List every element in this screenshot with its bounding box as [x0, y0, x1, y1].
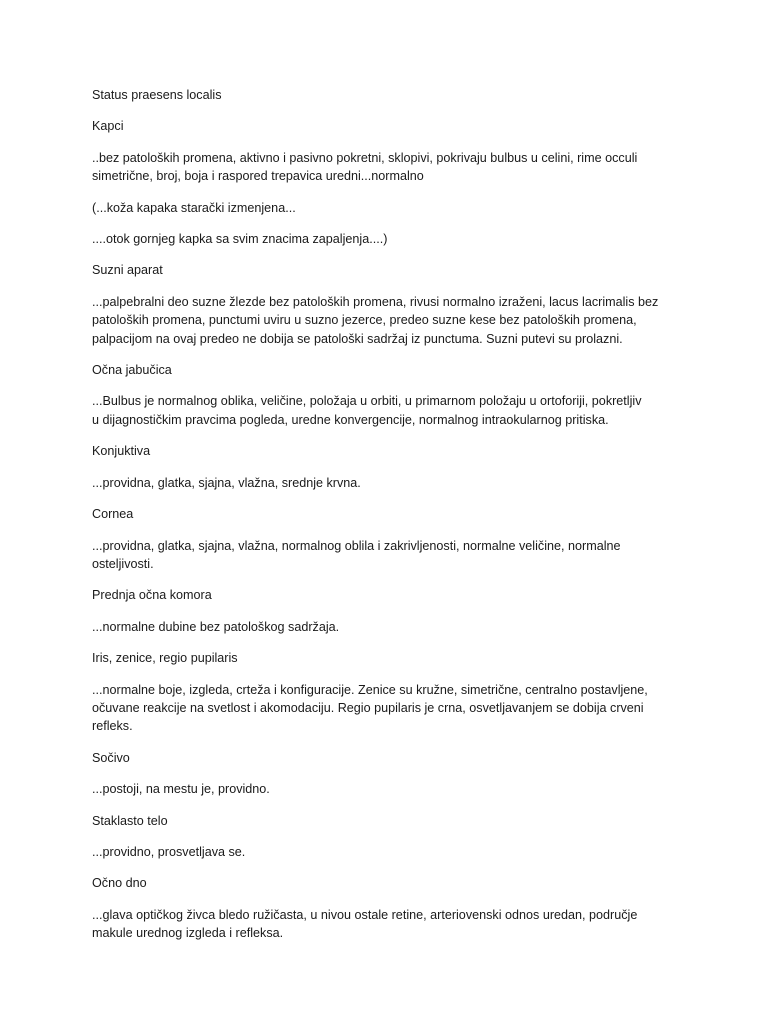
- paragraph: [92, 537, 682, 574]
- text-line: osteljivosti.: [92, 556, 154, 571]
- text-line: ...glava optičkog živca bledo ružičasta, u nivou ostale retine, arteriovenski odnos uredan, područje: [92, 907, 638, 922]
- text-line: očuvane reakcije na svetlost i akomodaciju. Regio pupilaris je crna, osvetljavanjem se dobija crveni: [92, 700, 644, 715]
- paragraph: [92, 843, 682, 861]
- text-line: makule urednog izgleda i refleksa.: [92, 926, 284, 941]
- section-heading-socivo: Sočivo: [92, 750, 130, 765]
- section-heading-prednja-ocna-komora: Prednja očna komora: [92, 588, 212, 603]
- text-line: ..bez patoloških promena, aktivno i pasivno pokretni, sklopivi, pokrivaju bulbus u celini, rime occuli: [92, 150, 638, 165]
- section-heading-cornea: Cornea: [92, 507, 134, 522]
- paragraph: [92, 474, 682, 492]
- text-line: ....otok gornjeg kapka sa svim znacima zapaljenja....): [92, 232, 388, 247]
- document-body: [92, 86, 682, 956]
- paragraph: [92, 780, 682, 798]
- section-heading-ocna-jabucica: Očna jabučica: [92, 363, 172, 378]
- text-line: ...Bulbus je normalnog oblika, veličine, položaja u orbiti, u primarnom položaju u ortoforiji, pokretljiv: [92, 394, 642, 409]
- text-line: ...providna, glatka, sjajna, vlažna, normalnog oblila i zakrivljenosti, normalne veličine, normalne: [92, 538, 621, 553]
- text-line: palpacijom na ovaj predeo ne dobija se patološki sadržaj iz punctuma. Suzni putevi su prolazni.: [92, 331, 623, 346]
- paragraph: [92, 230, 682, 248]
- section-heading-konjuktiva: Konjuktiva: [92, 444, 151, 459]
- text-line: ...palpebralni deo suzne žlezde bez patoloških promena, rivusi normalno izraženi, lacus lacrimalis bez: [92, 294, 659, 309]
- section-heading-staklasto-telo: Staklasto telo: [92, 813, 168, 828]
- text-line: (...koža kapaka starački izmenjena...: [92, 200, 296, 215]
- paragraph: [92, 199, 682, 217]
- text-line: ...normalne boje, izgleda, crteža i konfiguracije. Zenice su kružne, simetrične, centralno postavljene,: [92, 682, 648, 697]
- section-heading-kapci: Kapci: [92, 119, 124, 134]
- paragraph: [92, 293, 682, 348]
- paragraph: [92, 149, 682, 186]
- text-line: simetrične, broj, boja i raspored trepavica uredni...normalno: [92, 169, 424, 184]
- paragraph: [92, 392, 682, 429]
- section-heading-suzni-aparat: Suzni aparat: [92, 263, 163, 278]
- text-line: u dijagnostičkim pravcima pogleda, uredne konvergencije, normalnog intraokularnog pritiska.: [92, 412, 609, 427]
- section-heading-iris: Iris, zenice, regio pupilaris: [92, 651, 238, 666]
- paragraph: [92, 906, 682, 943]
- paragraph: [92, 618, 682, 636]
- paragraph: [92, 681, 682, 736]
- text-line: ...providna, glatka, sjajna, vlažna, srednje krvna.: [92, 475, 361, 490]
- section-heading-ocno-dno: Očno dno: [92, 876, 147, 891]
- text-line: refleks.: [92, 719, 133, 734]
- text-line: ...providno, prosvetljava se.: [92, 844, 246, 859]
- document-title: Status praesens localis: [92, 88, 222, 102]
- text-line: ...postoji, na mestu je, providno.: [92, 782, 270, 797]
- text-line: patoloških promena, punctumi uviru u suzno jezerce, predeo suzne kese bez patoloških promena,: [92, 313, 637, 328]
- text-line: ...normalne dubine bez patološkog sadržaja.: [92, 619, 340, 634]
